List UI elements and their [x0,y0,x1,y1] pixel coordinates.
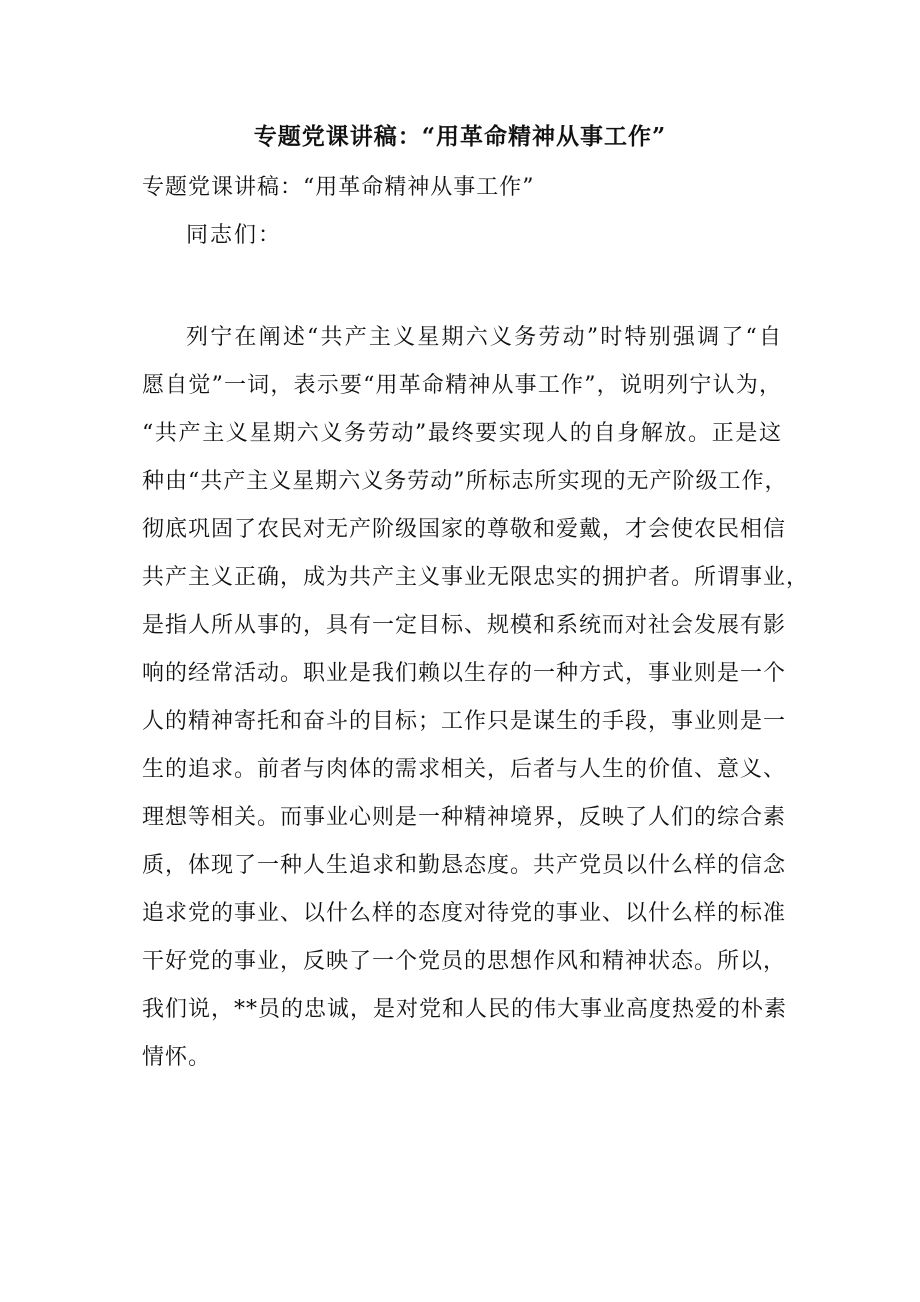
paragraph-line: 愿自觉”一词，表示要“用革命精神从事工作”，说明列宁认为， [142,373,782,398]
paragraph-line: 种由“共产主义星期六义务劳动”所标志所实现的无产阶级工作， [142,469,788,494]
paragraph-line: 列宁在阐述“共产主义星期六义务劳动”时特别强调了“自 [186,325,782,350]
paragraph-line: “共产主义星期六义务劳动”最终要实现人的自身解放。正是这 [142,421,782,446]
paragraph-line: 理想等相关。而事业心则是一种精神境界，反映了人们的综合素 [142,805,787,830]
paragraph-line: 人的精神寄托和奋斗的目标；工作只是谋生的手段，事业则是一 [142,709,787,734]
paragraph-line: 彻底巩固了农民对无产阶级国家的尊敬和爱戴，才会使农民相信 [142,517,787,542]
paragraph-line: 追求党的事业、以什么样的态度对待党的事业、以什么样的标准 [142,901,787,926]
document-subtitle: 专题党课讲稿：“用革命精神从事工作” [142,175,535,200]
paragraph-line: 生的追求。前者与肉体的需求相关，后者与人生的价值、意义、 [142,757,787,782]
paragraph-line: 干好党的事业，反映了一个党员的思想作风和精神状态。所以， [142,949,787,974]
paragraph-line: 情怀。 [142,1045,212,1070]
paragraph-line: 响的经常活动。职业是我们赖以生存的一种方式，事业则是一个 [142,661,787,686]
greeting: 同志们： [186,223,283,248]
body-paragraph [142,314,810,1082]
paragraph-line: 质，体现了一种人生追求和勤恳态度。共产党员以什么样的信念 [142,853,787,878]
paragraph-line: 是指人所从事的，具有一定目标、规模和系统而对社会发展有影 [142,613,787,638]
paragraph-line: 共产主义正确，成为共产主义事业无限忠实的拥护者。所谓事业， [142,565,810,590]
paragraph-line: 我们说，**员的忠诚，是对党和人民的伟大事业高度热爱的朴素 [142,997,788,1022]
document-title: 专题党课讲稿：“用革命精神从事工作” [253,123,667,150]
